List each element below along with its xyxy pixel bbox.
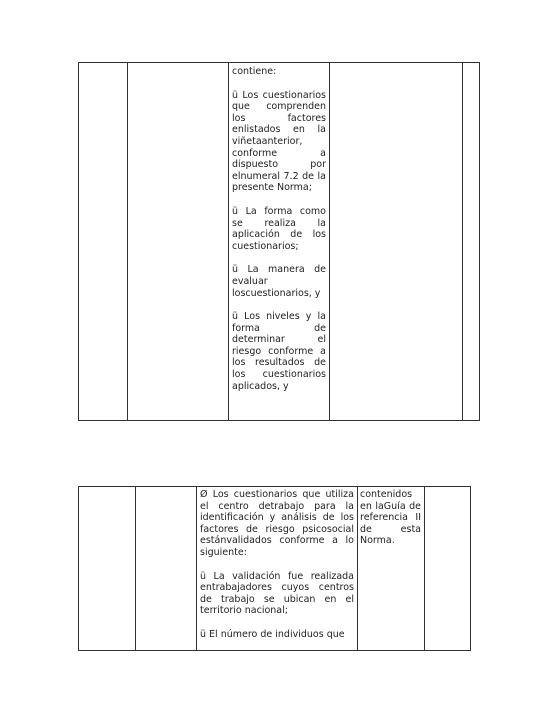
column-divider — [127, 63, 128, 420]
column-divider — [228, 63, 229, 420]
list-item: ü La validación fue realizada entrabajadores cuyos centros de trabajo se ubican en el territorio nacional; — [200, 570, 354, 617]
list-item: Ø Los cuestionarios que utiliza el centro detrabajo para la identificación y análisis de los factores de riesgo psicosocial estánvalidados conforme a lo siguiente: — [200, 489, 354, 558]
list-item: ü La manera de evaluar loscuestionarios, y — [232, 264, 326, 299]
column-divider — [135, 487, 136, 650]
list-item: ü Los cuestionarios que comprenden los factores enlistados en la viñetaanterior, conforme a dispuesto por elnumeral 7.2 de la presente Norma; — [232, 89, 326, 194]
table-2 — [78, 486, 471, 651]
list-item: ü La forma como se realiza la aplicación de los cuestionarios; — [232, 205, 326, 252]
table-1 — [78, 62, 480, 421]
column-divider — [424, 487, 425, 650]
list-item: ü Los niveles y la forma de determinar el riesgo conforme a los resultados de los cuestionarios aplicados, y — [232, 311, 326, 392]
table-2-requirement-cell — [200, 489, 354, 641]
cell-intro: contiene: — [232, 66, 277, 77]
column-divider — [196, 487, 197, 650]
list-item: ü El número de individuos que — [200, 628, 345, 640]
reference-text: contenidos en laGuía de referencia II de esta Norma. — [360, 489, 421, 547]
column-divider — [357, 487, 358, 650]
column-divider — [462, 63, 463, 420]
table-2-reference-cell — [360, 489, 421, 547]
table-1-requirement-cell — [232, 66, 326, 392]
column-divider — [329, 63, 330, 420]
